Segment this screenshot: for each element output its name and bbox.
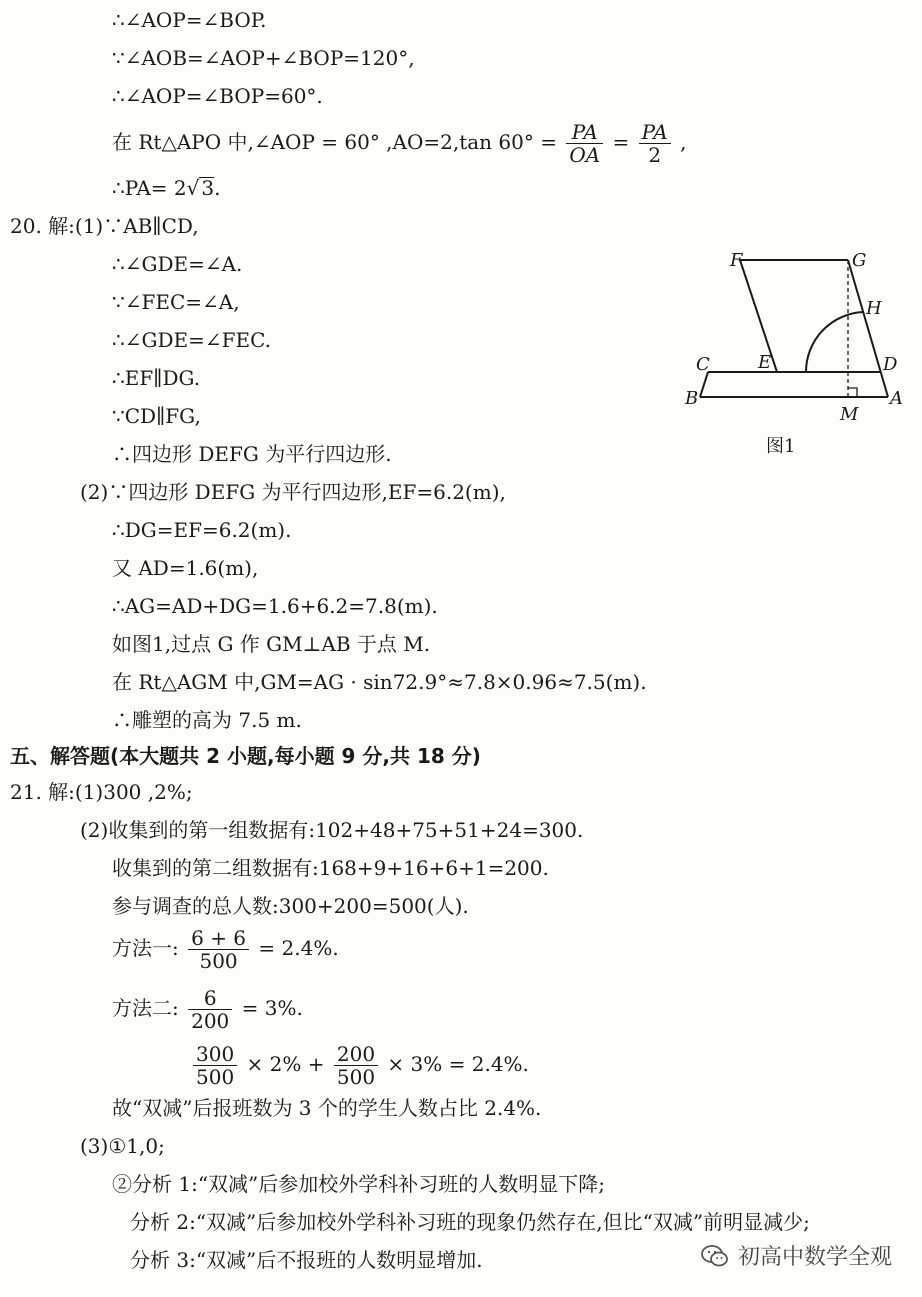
arc-eh bbox=[806, 312, 863, 372]
line-29: (3)①1,0; bbox=[80, 1134, 165, 1158]
period: . bbox=[214, 176, 221, 200]
line-24: 参与调查的总人数:300+200=500(人). bbox=[112, 894, 469, 918]
method-result: = 2.4%. bbox=[258, 936, 339, 960]
figure-1 bbox=[680, 240, 912, 470]
label-m: M bbox=[840, 404, 859, 425]
figure-caption: 图1 bbox=[766, 436, 796, 457]
radicand: 3 bbox=[201, 176, 215, 200]
line-1: ∴∠AOP=∠BOP. bbox=[112, 8, 267, 32]
watermark-text: 初高中数学全观 bbox=[738, 1245, 893, 1270]
line-32: 分析 3:“双减”后不报班的人数明显增加. bbox=[130, 1248, 483, 1272]
q20-heading: 20. 解:(1)∵AB∥CD, bbox=[10, 214, 199, 238]
line-12: ∴四边形 DEFG 为平行四边形. bbox=[112, 442, 392, 466]
wechat-icon bbox=[700, 1243, 730, 1269]
fraction-numerator: 6 + 6 bbox=[188, 927, 249, 950]
fraction-numerator: PA bbox=[566, 121, 603, 144]
right-angle-mark bbox=[848, 388, 857, 397]
method-1 bbox=[112, 924, 339, 972]
line-31: 分析 2:“双减”后参加校外学科补习班的现象仍然存在,但比“双减”前明显减少; bbox=[130, 1210, 810, 1234]
line-10: ∴EF∥DG. bbox=[112, 366, 201, 390]
label-d: D bbox=[883, 354, 898, 375]
fraction-numerator: PA bbox=[639, 121, 671, 144]
method-2-calc bbox=[190, 1040, 529, 1088]
fraction-200-500 bbox=[334, 1043, 378, 1088]
fraction-denominator: OA bbox=[569, 143, 601, 167]
fraction-numerator: 6 bbox=[188, 987, 232, 1010]
sqrt-sign: √ bbox=[186, 176, 200, 200]
segment-ga bbox=[848, 260, 888, 397]
line-17: 如图1,过点 G 作 GM⊥AB 于点 M. bbox=[112, 632, 431, 656]
section-heading: 五、解答题(本大题共 2 小题,每小题 9 分,共 18 分) bbox=[10, 744, 481, 768]
label-c: C bbox=[696, 354, 710, 375]
fraction-denominator: 500 bbox=[196, 1065, 235, 1089]
comma: , bbox=[680, 130, 687, 154]
fraction-m2 bbox=[188, 987, 232, 1032]
line-4 bbox=[112, 118, 686, 166]
line-22: (2)收集到的第一组数据有:102+48+75+51+24=300. bbox=[80, 818, 584, 842]
fraction-denominator: 200 bbox=[191, 1009, 230, 1033]
line-19: ∴雕塑的高为 7.5 m. bbox=[112, 708, 302, 732]
line-11: ∵CD∥FG, bbox=[112, 404, 201, 428]
fraction-300-500 bbox=[193, 1043, 237, 1088]
q21-heading: 21. 解:(1)300 ,2%; bbox=[10, 780, 193, 804]
line-14: ∴DG=EF=6.2(m). bbox=[112, 518, 292, 542]
fraction-denominator: 2 bbox=[648, 143, 662, 167]
label-h: H bbox=[866, 298, 882, 319]
method-label: 方法二: bbox=[112, 996, 179, 1020]
watermark bbox=[700, 1240, 892, 1271]
label-e: E bbox=[758, 352, 772, 373]
calc-middle: × 2% + bbox=[246, 1052, 325, 1076]
label-f: F bbox=[730, 250, 743, 271]
fraction-numerator: 200 bbox=[334, 1043, 378, 1066]
label-b: B bbox=[685, 388, 699, 409]
fraction-m1 bbox=[188, 927, 249, 972]
line-2: ∵∠AOB=∠AOP+∠BOP=120°, bbox=[112, 46, 415, 70]
label-a: A bbox=[890, 388, 903, 409]
method-result: = 3%. bbox=[241, 996, 303, 1020]
line-3: ∴∠AOP=∠BOP=60°. bbox=[112, 84, 323, 108]
line-28: 故“双减”后报班数为 3 个的学生人数占比 2.4%. bbox=[112, 1096, 542, 1120]
line-13: (2)∵四边形 DEFG 为平行四边形,EF=6.2(m), bbox=[80, 480, 506, 504]
line-8: ∵∠FEC=∠A, bbox=[112, 290, 240, 314]
label-g: G bbox=[852, 250, 867, 271]
fraction-pa-oa bbox=[566, 121, 603, 166]
calc-result: × 3% = 2.4%. bbox=[387, 1052, 529, 1076]
equals-sign: = bbox=[612, 130, 630, 154]
line-15: 又 AD=1.6(m), bbox=[112, 556, 259, 580]
fraction-denominator: 500 bbox=[336, 1065, 376, 1089]
segment-cb bbox=[700, 372, 708, 397]
line-4-text: 在 Rt△APO 中,∠AOP = 60° ,AO=2,tan 60° = bbox=[112, 130, 557, 154]
fraction-numerator: 300 bbox=[193, 1043, 237, 1066]
line-30: ②分析 1:“双减”后参加校外学科补习班的人数明显下降; bbox=[112, 1172, 606, 1196]
line-16: ∴AG=AD+DG=1.6+6.2=7.8(m). bbox=[112, 594, 438, 618]
line-7: ∴∠GDE=∠A. bbox=[112, 252, 243, 276]
line-5 bbox=[112, 176, 220, 200]
line-18: 在 Rt△AGM 中,GM=AG · sin72.9°≈7.8×0.96≈7.5(m). bbox=[112, 670, 647, 694]
line-9: ∴∠GDE=∠FEC. bbox=[112, 328, 272, 352]
method-2 bbox=[112, 984, 303, 1032]
fraction-pa-2 bbox=[639, 121, 671, 166]
line-23: 收集到的第二组数据有:168+9+16+6+1=200. bbox=[112, 856, 549, 880]
method-label: 方法一: bbox=[112, 936, 179, 960]
fraction-denominator: 500 bbox=[199, 949, 238, 973]
line-5-text: ∴PA= 2 bbox=[112, 176, 187, 200]
